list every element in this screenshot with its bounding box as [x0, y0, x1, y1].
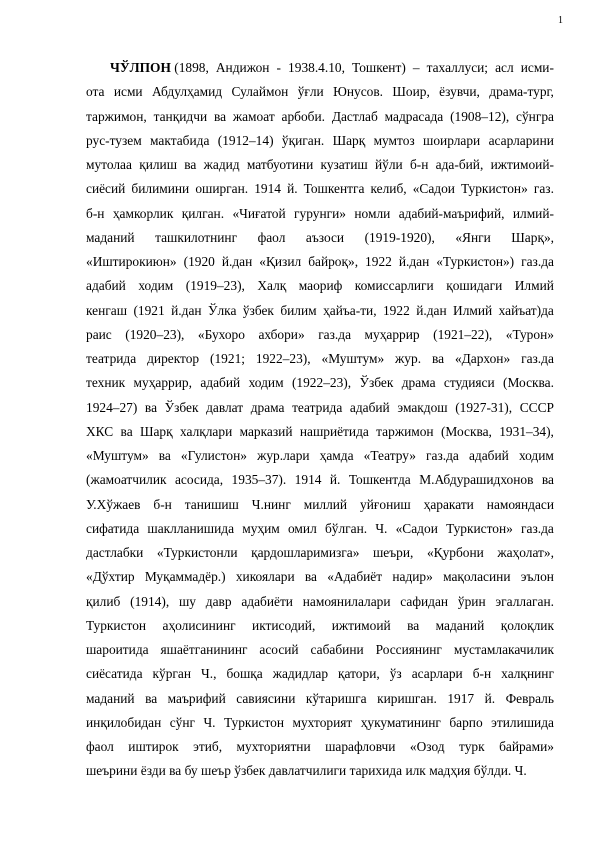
word: Юнусов.: [333, 84, 384, 100]
word: адабий-маърифий,: [398, 205, 505, 221]
word: эълон: [520, 569, 554, 585]
word: Россиянинг: [375, 642, 442, 657]
word: сиёсий: [86, 181, 126, 197]
word: бўлди.: [473, 763, 512, 779]
word: Ч.нинг: [251, 496, 291, 512]
word: иктисодий,: [252, 617, 316, 633]
word: мадҳия: [429, 763, 471, 779]
word: билимини: [131, 181, 190, 197]
word: омил: [287, 520, 317, 536]
word: нашриётида: [299, 423, 369, 439]
word: турк: [459, 739, 485, 754]
word: адабий: [349, 399, 390, 415]
word: бу: [184, 763, 198, 779]
word: бошқа: [226, 666, 263, 682]
word: (1919-1920),: [364, 229, 435, 245]
word: шеърини: [86, 763, 138, 779]
word: газ.да: [521, 351, 554, 366]
word: қолоқлик: [500, 617, 554, 633]
word: «Дархон»: [454, 351, 511, 366]
word: б-н: [86, 205, 105, 221]
word: й.дан: [398, 254, 430, 269]
word: маориф: [298, 278, 343, 294]
word: асл: [495, 60, 514, 75]
word: 1931–34),: [499, 423, 554, 439]
word: аъзоси: [305, 229, 345, 245]
word: комиссарлиги: [354, 278, 434, 294]
text-line: [86, 711, 554, 735]
word: оширган.: [195, 181, 249, 197]
word: жадидлар: [272, 666, 329, 682]
text-line: [86, 541, 554, 565]
word: газ.да: [426, 448, 459, 463]
text-line: [86, 371, 554, 395]
word: б-н: [153, 496, 172, 512]
word: мутолаа: [86, 157, 132, 172]
word: (1912–14): [217, 132, 274, 148]
word: ёзувчи,: [439, 84, 480, 100]
word: надир»: [392, 569, 433, 585]
word: «Турон»: [505, 326, 554, 342]
word: (1914),: [130, 593, 170, 609]
word: иштирок: [128, 739, 179, 754]
word: «Муштум»: [321, 351, 385, 366]
word: шароитида: [86, 642, 149, 657]
word: ҳайъа-ти,: [323, 302, 377, 318]
word: ўз: [389, 666, 402, 682]
word: шеъри,: [372, 545, 414, 560]
word: Тошкентда: [348, 472, 411, 488]
word: ва: [158, 448, 171, 463]
word: ва: [541, 472, 554, 488]
word: сафидан: [400, 593, 449, 609]
word: этилишида: [491, 714, 554, 730]
word: қардошларимизга»: [251, 545, 360, 560]
word: (1921–22),: [433, 326, 493, 342]
word: кўтаришга: [305, 690, 367, 706]
word: ва: [120, 423, 133, 439]
word: ходим: [518, 448, 554, 463]
word: асарлари: [411, 666, 463, 682]
word: «Гулистон»: [180, 448, 247, 463]
word: кенгаш: [86, 302, 128, 318]
text-line: [86, 80, 554, 104]
word: жадид: [203, 157, 240, 172]
word: адабий: [200, 375, 241, 391]
word: б-н: [409, 157, 429, 172]
word: намоянилалари: [302, 593, 391, 609]
word: ёзди: [140, 763, 166, 779]
word: «Иштирокиюн»: [86, 254, 177, 269]
word: халқнинг: [501, 666, 554, 682]
text-line: [86, 565, 554, 589]
word: «Муштум»: [86, 448, 149, 463]
text-line: [86, 250, 554, 274]
word: исми: [113, 84, 143, 100]
text-line: [86, 590, 554, 614]
word: ташкилотнинг: [155, 229, 238, 245]
word: драма-тург,: [489, 84, 554, 100]
word: ҳамкорлик: [112, 205, 174, 221]
word: У.Хўжаев: [86, 496, 141, 512]
word: савиясини: [236, 690, 296, 706]
text-line: [86, 614, 554, 638]
word: ўғли: [297, 84, 324, 100]
word: Илмий: [453, 302, 493, 318]
word: билим: [280, 302, 317, 318]
word: сифатида: [86, 520, 140, 536]
word: тахаллуси;: [426, 60, 489, 75]
word: эгаллаган.: [495, 593, 554, 609]
text-line: [86, 687, 554, 711]
word: ахбори»: [258, 326, 305, 342]
word: студияси: [443, 375, 495, 391]
word: келиб,: [370, 181, 407, 197]
word: тарихида: [349, 763, 403, 779]
text-line: [86, 638, 554, 662]
word: мактабида: [150, 132, 210, 148]
word: ва: [144, 399, 158, 415]
word: рус-тузем: [86, 132, 142, 148]
word: СССР: [519, 399, 554, 415]
word: давр: [205, 593, 232, 609]
text-line: [86, 420, 554, 444]
text-line: [86, 396, 554, 420]
word: (Москва.: [503, 375, 554, 391]
word: адабиёти: [241, 593, 293, 609]
word: сўнгра: [516, 108, 554, 124]
word: ходим: [138, 278, 174, 294]
word: фаол: [86, 739, 114, 754]
word: Ўзбек: [164, 399, 199, 415]
word: 1914: [254, 181, 281, 197]
word: Туркистон: [86, 617, 147, 633]
word: ЧЎЛПОН (1898,: [110, 60, 209, 75]
word: й.: [329, 472, 341, 488]
word: марказий: [239, 423, 293, 439]
text-line: [86, 105, 554, 129]
word: «Чиғатой: [232, 205, 286, 221]
word: миллий: [303, 496, 348, 512]
word: «Туркистонли: [156, 545, 238, 560]
word: (Москва,: [440, 423, 492, 439]
word: сабабини: [310, 642, 364, 657]
word: ХКС: [86, 423, 114, 439]
word: театрида: [86, 351, 137, 366]
word: қилган.: [181, 205, 225, 221]
word: й.дан: [171, 302, 202, 318]
word: «Театру»: [363, 448, 416, 463]
text-line: [86, 129, 554, 153]
word: 1924–27): [86, 399, 138, 415]
text-line: [86, 299, 554, 323]
word: арбоби.: [281, 108, 325, 124]
word: «Қурбони: [426, 545, 484, 560]
word: й.дан: [416, 302, 447, 318]
word: хайъат)да: [498, 302, 554, 318]
word: 1938.4.10,: [288, 60, 345, 75]
word: яшаётганининг: [160, 642, 248, 657]
text-line: [86, 444, 554, 468]
word: мухторият: [292, 714, 353, 730]
word: йўли: [374, 157, 403, 172]
word: мумтоз: [373, 132, 415, 148]
word: «Садои: [395, 520, 438, 536]
word: киришган.: [377, 690, 437, 706]
word: шеър: [201, 763, 231, 779]
word: маърифий: [167, 690, 226, 706]
word: ўзбек: [242, 302, 274, 318]
word: ходим: [248, 375, 284, 391]
word: қилиб: [86, 593, 121, 609]
word: давлатчилиги: [268, 763, 347, 779]
word: -: [276, 60, 281, 75]
word: исми-: [520, 60, 554, 75]
word: сиёсатида: [86, 666, 143, 682]
word: ўқиган.: [281, 132, 325, 148]
word: –: [412, 60, 420, 75]
word: б-н: [472, 666, 492, 682]
word: Шоир,: [392, 84, 430, 100]
word: Туркистон»: [461, 181, 528, 197]
text-line: [86, 735, 554, 759]
text-line: [86, 226, 554, 250]
word: ҳамда: [319, 448, 354, 463]
word: таржимон,: [86, 108, 147, 124]
word: Ч.: [375, 520, 388, 536]
word: муҳаррир,: [133, 375, 192, 391]
entry-term: ЧЎЛПОН: [110, 60, 171, 75]
text-line: [86, 662, 554, 686]
word: театрида: [292, 399, 343, 415]
word: барпо: [449, 714, 483, 730]
word: шарафловчи: [325, 739, 396, 754]
word: ота: [86, 84, 105, 100]
word: ва: [184, 157, 197, 172]
word: М.Абдурашидхонов: [419, 472, 534, 488]
word: ва: [431, 351, 445, 366]
word: эмакдош: [397, 399, 448, 415]
word: маданий: [86, 229, 135, 245]
word: қилиш: [139, 157, 178, 172]
word: асосий: [259, 642, 299, 657]
word: номли: [354, 205, 391, 221]
text-line: [86, 468, 554, 492]
word: ижтимоий-: [490, 157, 554, 172]
word: жур.лари: [257, 448, 310, 463]
word: 1922: [365, 254, 392, 269]
word: техник: [86, 375, 126, 391]
word: «Туркистон»): [436, 254, 515, 269]
word: танқидчи: [153, 108, 208, 124]
word: Илмий: [514, 278, 554, 294]
word: Тошкентга: [303, 181, 365, 197]
word: ўрин: [457, 593, 486, 609]
word: Муқаммадёр.): [144, 569, 226, 585]
word: асосида,: [174, 472, 224, 488]
word: 1922–23),: [255, 351, 311, 366]
word: Ч.: [203, 714, 216, 730]
word: маданий: [435, 617, 485, 633]
word: директор: [147, 351, 200, 366]
word: бўлган.: [324, 520, 368, 536]
text-line: [86, 153, 554, 177]
word: илмий-: [512, 205, 554, 221]
word: Тошкент): [352, 60, 406, 75]
word: қошидаги: [446, 278, 503, 294]
word: кўрган: [152, 666, 192, 682]
word: ўзбек: [234, 763, 266, 779]
word: давлат: [206, 399, 244, 415]
word: (1920–23),: [125, 326, 185, 342]
word: адабий: [468, 448, 509, 463]
word: Туркистон»: [446, 520, 513, 536]
word: «Бухоро: [197, 326, 245, 342]
word: аҳолисининг: [162, 617, 236, 633]
word: (1927-31),: [455, 399, 513, 415]
word: илк: [405, 763, 426, 779]
word: халқлари: [179, 423, 233, 439]
word: Ўлка: [207, 302, 237, 318]
word: й.: [287, 181, 298, 197]
word: ва: [407, 617, 420, 633]
word: «Озод: [409, 739, 445, 754]
word: (1920: [183, 254, 215, 269]
word: газ.да: [521, 520, 554, 536]
word: қатори,: [338, 666, 380, 682]
word: 1917: [447, 690, 475, 706]
word: уйғониш: [360, 496, 411, 512]
word: 1922: [382, 302, 410, 318]
word: Шарқ»,: [511, 229, 554, 245]
word: муҳаррир: [364, 326, 420, 342]
word: жаҳолат»,: [497, 545, 554, 560]
word: фаол: [257, 229, 286, 245]
text-line: [86, 274, 554, 298]
word: (жамоатчилик: [86, 472, 167, 488]
word: газ.: [533, 181, 554, 197]
word: ҳукуматининг: [360, 714, 441, 730]
word: Ч.,: [201, 666, 217, 682]
word: Шарқ: [139, 423, 173, 439]
word: (1919–23),: [185, 278, 245, 294]
word: газ.да: [521, 254, 554, 269]
word: гурунги»: [294, 205, 346, 221]
word: шу: [178, 593, 196, 609]
word: Ўзбек: [359, 375, 394, 391]
word: шоирлари: [423, 132, 481, 148]
word: раис: [86, 326, 112, 342]
word: мустамлакачилик: [453, 642, 554, 657]
word: драма: [401, 375, 436, 391]
word: ва: [145, 690, 158, 706]
word: намояндаси: [486, 496, 554, 512]
word: ижтимоий: [331, 617, 391, 633]
word: «Дўхтир: [86, 569, 135, 585]
word: «Адабиёт: [327, 569, 383, 585]
word: драма: [250, 399, 285, 415]
word: шаклланишида: [147, 520, 235, 536]
text-line: [86, 517, 554, 541]
word: кузатиш: [320, 157, 368, 172]
word: сўнг: [169, 714, 196, 730]
word: 1935–37).: [231, 472, 287, 488]
word: (1908–12),: [450, 108, 510, 124]
word: байрами»: [499, 739, 554, 754]
word: мақоласини: [443, 569, 511, 585]
text-line: [86, 759, 554, 783]
word: «Қизил: [259, 254, 302, 269]
word: этиб,: [193, 739, 223, 754]
word: жур.: [395, 351, 422, 366]
word: хикоялари: [235, 569, 295, 585]
word: Туркистон: [223, 714, 285, 730]
word: Шарқ: [332, 132, 366, 148]
text-line: [86, 493, 554, 517]
text-line: [86, 202, 554, 226]
word: газ.да: [318, 326, 352, 342]
word: Сулаймон: [231, 84, 289, 100]
text-line: [86, 56, 554, 80]
word: мадрасада: [384, 108, 444, 124]
word: муҳим: [242, 520, 280, 536]
word: 1914: [294, 472, 322, 488]
word: жамоат: [232, 108, 275, 124]
text-line: [86, 323, 554, 347]
word: маданий: [86, 690, 135, 706]
word: Ч.: [514, 763, 527, 779]
word: инқилобидан: [86, 714, 162, 730]
word: (1922–23),: [291, 375, 352, 391]
word: мухториятни: [236, 739, 311, 754]
word: Андижон: [215, 60, 270, 75]
word: матбуотини: [246, 157, 314, 172]
word: й.дан: [221, 254, 253, 269]
word: Дастлаб: [331, 108, 378, 124]
word: ва: [169, 763, 182, 779]
word: (1921: [133, 302, 165, 318]
encyclopedia-entry-text: [86, 56, 554, 784]
word: ва: [304, 569, 317, 585]
word: Халқ: [257, 278, 287, 294]
word: танишиш: [184, 496, 239, 512]
word: Февраль: [505, 690, 554, 706]
word: ва: [213, 108, 227, 124]
word: (1921;: [210, 351, 245, 366]
word: байроқ»,: [308, 254, 359, 269]
word: таржимон: [376, 423, 434, 439]
word: адабий: [86, 278, 126, 294]
word: «Янги: [455, 229, 491, 245]
text-line: [86, 177, 554, 201]
word: Абдулҳамид: [151, 84, 223, 100]
page-number: 1: [558, 15, 563, 26]
word: дастлабки: [86, 545, 144, 560]
text-line: [86, 347, 554, 371]
word: й.: [484, 690, 496, 706]
word: асарларини: [488, 132, 554, 148]
word: «Садои: [412, 181, 455, 197]
word: ҳаракати: [423, 496, 474, 512]
word: ада-бий,: [435, 157, 484, 172]
